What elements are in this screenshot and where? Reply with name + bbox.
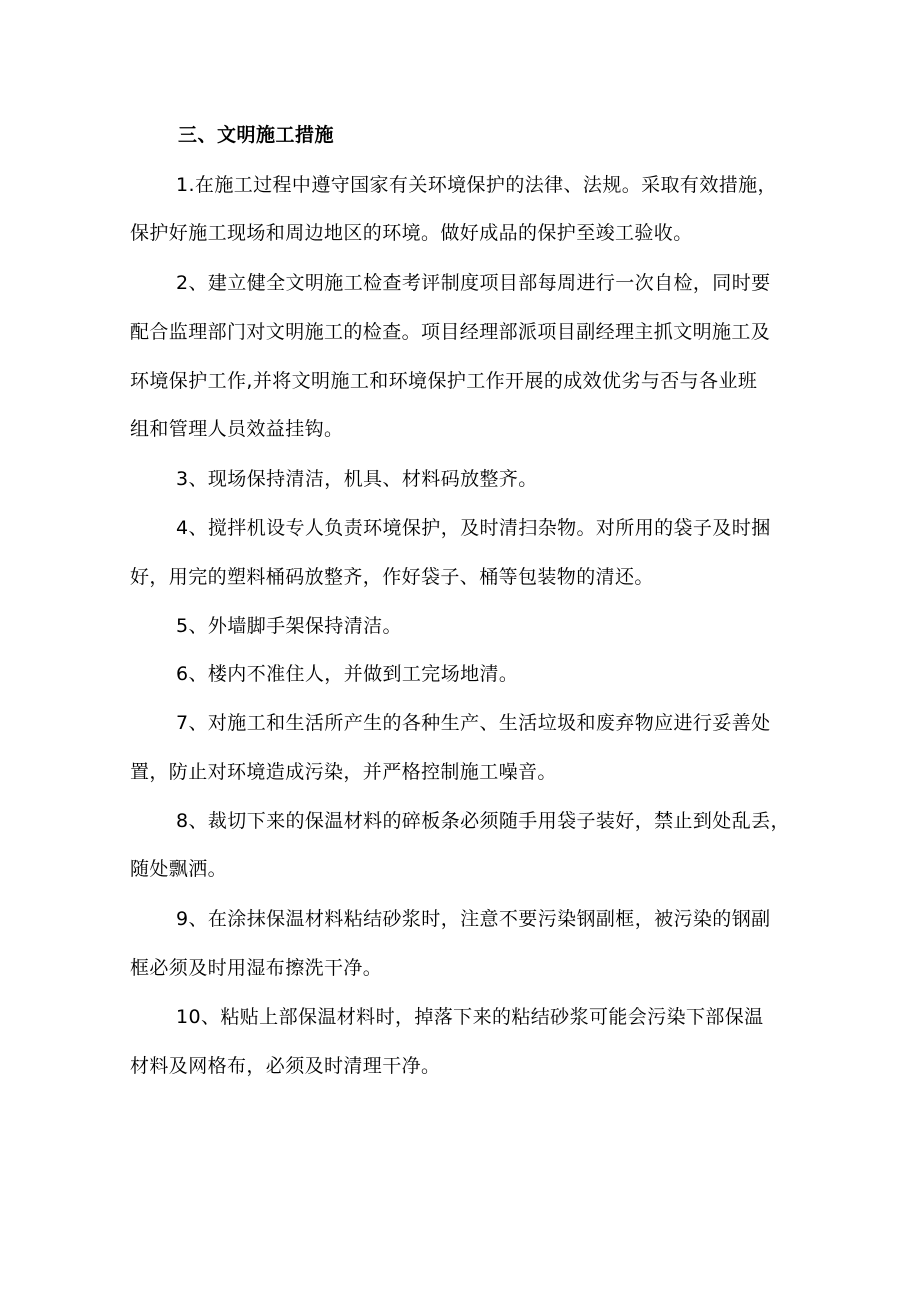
paragraph-3-line-1: 3、现场保持清洁，机具、材料码放整齐。 <box>176 468 538 490</box>
paragraph-2-line-3: 环境保护工作,并将文明施工和环境保护工作开展的成效优劣与否与各业班 <box>130 370 758 392</box>
paragraph-1-line-1: 1.在施工过程中遵守国家有关环境保护的法律、法规。采取有效措施， <box>176 174 777 196</box>
paragraph-4-line-1: 4、搅拌机设专人负责环境保护，及时清扫杂物。对所用的袋子及时捆 <box>176 517 771 539</box>
paragraph-4-line-2: 好，用完的塑料桶码放整齐，作好袋子、桶等包装物的清还。 <box>130 566 654 588</box>
paragraph-2-line-1: 2、建立健全文明施工检查考评制度项目部每周进行一次自检，同时要 <box>176 272 771 294</box>
paragraph-7-line-1: 7、对施工和生活所产生的各种生产、生活垃圾和废弃物应进行妥善处 <box>176 712 771 734</box>
paragraph-6-line-1: 6、楼内不准住人，并做到工完场地清。 <box>176 663 519 685</box>
section-heading: 三、文明施工措施 <box>178 124 335 146</box>
paragraph-1-line-2: 保护好施工现场和周边地区的环境。做好成品的保护至竣工验收。 <box>130 222 693 244</box>
paragraph-2-line-4: 组和管理人员效益挂钩。 <box>130 418 344 440</box>
paragraph-8-line-2: 随处飘洒。 <box>130 858 228 880</box>
paragraph-2-line-2: 配合监理部门对文明施工的检查。项目经理部派项目副经理主抓文明施工及 <box>130 321 771 343</box>
paragraph-9-line-2: 框必须及时用湿布擦洗干净。 <box>130 957 383 979</box>
paragraph-8-line-1: 8、裁切下来的保温材料的碎板条必须随手用袋子装好，禁止到处乱丢， <box>176 810 790 832</box>
paragraph-5-line-1: 5、外墙脚手架保持清洁。 <box>176 615 402 637</box>
paragraph-9-line-1: 9、在涂抹保温材料粘结砂浆时，注意不要污染钢副框，被污染的钢副 <box>176 908 771 930</box>
paragraph-10-line-1: 10、粘贴上部保温材料时，掉落下来的粘结砂浆可能会污染下部保温 <box>176 1006 764 1028</box>
paragraph-7-line-2: 置，防止对环境造成污染，并严格控制施工噪音。 <box>130 761 557 783</box>
paragraph-10-line-2: 材料及网格布，必须及时清理干净。 <box>130 1055 441 1077</box>
